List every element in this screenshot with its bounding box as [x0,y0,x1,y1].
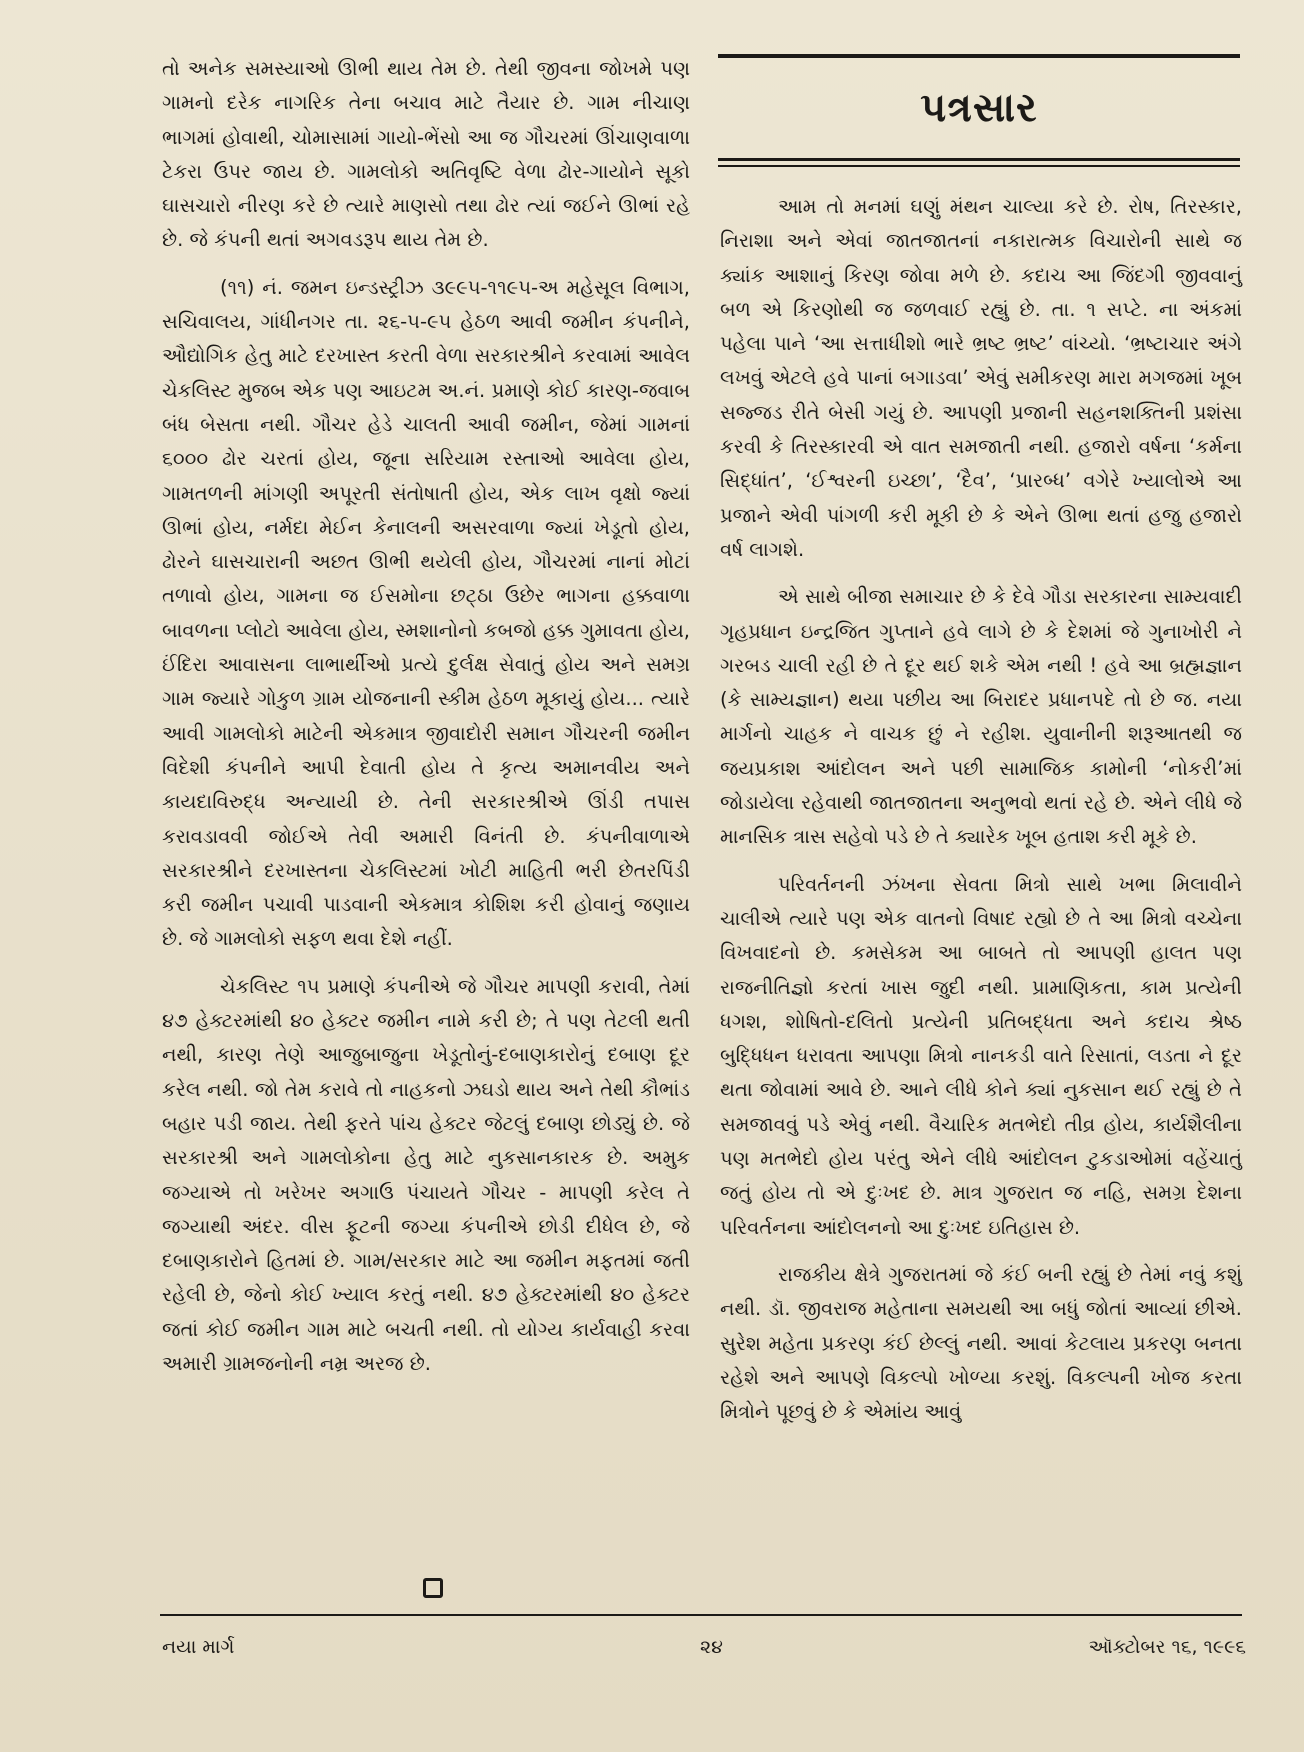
right-paragraph: એ સાથે બીજા સમાચાર છે કે દેવે ગૌડા સરકારના સામ્યવાદી ગૃહપ્રધાન ઇન્દ્રજિત ગુપ્તાને હવે લાગે છે કે દેશમાં જે ગુનાખોરી ને ગરબડ ચાલી રહી છે તે દૂર થઈ શકે એમ નથી ! હવે આ બ્રહ્મજ્ઞાન (કે સામ્યજ્ઞાન) થયા પછીય આ બિરાદર પ્રધાનપદે તો છે જ. નયા માર્ગનો ચાહક ને વાચક છું ને રહીશ. યુવાનીની શરૂઆતથી જ જયપ્રકાશ આંદોલન અને પછી સામાજિક કામોની ‘નોકરી’માં જોડાયેલા રહેવાથી જાતજાતના અનુભવો થતાં રહે છે. એને લીધે જે માનસિક ત્રાસ સહેવો પડે છે તે ક્યારેક ખૂબ હતાશ કરી મૂકે છે. [720,585,1242,849]
title-bottom-rule [718,158,1240,161]
left-paragraph: તો અનેક સમસ્યાઓ ઊભી થાય તેમ છે. તેથી જીવના જોખમે પણ ગામનો દરેક નાગરિક તેના બચાવ માટે તૈયાર છે. ગામ નીચાણ ભાગમાં હોવાથી, ચોમાસામાં ગાયો-ભેંસો આ જ ગૌચરમાં ઊંચાણવાળા ટેકરા ઉપર જાય છે. ગામલોકો અતિવૃષ્ટિ વેળા ઢોર-ગાયોને સૂકો ઘાસચારો નીરણ કરે છે ત્યારે માણસો તથા ઢોર ત્યાં જઈને ઊભાં રહે છે. જે કંપની થતાં અગવડરૂપ થાય તેમ છે. [162,57,690,252]
publication-name: નયા માર્ગ [162,1636,235,1658]
left-paragraph: ચેકલિસ્ટ ૧૫ પ્રમાણે કંપનીએ જે ગૌચર માપણી કરાવી, તેમાં ૪૭ હેક્ટરમાંથી ૪૦ હેક્ટર જમીન નામે કરી છે; તે પણ તેટલી થતી નથી, કારણ તેણે આજુબાજુના ખેડૂતોનું-દબાણકારોનું દબાણ દૂર કરેલ નથી. જો તેમ કરાવે તો નાહકનો ઝઘડો થાય અને તેથી કૌભાંડ બહાર પડી જાય. તેથી ફરતે પાંચ હેક્ટર જેટલું દબાણ છોડ્યું છે. જે સરકારશ્રી અને ગામલોકોના હેતુ માટે નુકસાનકારક છે. અમુક જગ્યાએ તો ખરેખર અગાઉ પંચાયતે ગૌચર - માપણી કરેલ તે જગ્યાથી અંદર. વીસ ફૂટની જગ્યા કંપનીએ છોડી દીધેલ છે, જે દબાણકારોને હિતમાં છે. ગામ/સરકાર માટે આ જમીન મફતમાં જતી રહેલી છે, જેનો કોઈ ખ્યાલ કરતું નથી. ૪૭ હેક્ટરમાંથી ૪૦ હેક્ટર જતાં કોઈ જમીન ગામ માટે બચતી નથી. તો યોગ્ય કાર્યવાહી કરવા અમારી ગ્રામજનોની નમ્ર અરજ છે. [162,974,690,1375]
right-paragraph: પરિવર્તનની ઝંખના સેવતા મિત્રો સાથે ખભા મિલાવીને ચાલીએ ત્યારે પણ એક વાતનો વિષાદ રહ્યો છે તે આ મિત્રો વચ્ચેના વિખવાદનો છે. કમસેકમ આ બાબતે તો આપણી હાલત પણ રાજનીતિજ્ઞો કરતાં ખાસ જુદી નથી. પ્રામાણિકતા, કામ પ્રત્યેની ધગશ, શોષિતો-દલિતો પ્રત્યેની પ્રતિબદ્ધતા અને કદાચ શ્રેષ્ઠ બુદ્ધિધન ધરાવતા આપણા મિત્રો નાનકડી વાતે રિસાતાં, લડતા ને દૂર થતા જોવામાં આવે છે. આને લીધે કોને ક્યાં નુકસાન થઈ રહ્યું છે તે સમજાવવું પડે એવું નથી. વૈચારિક મતભેદો તીવ્ર હોય, કાર્યશૈલીના પણ મતભેદો હોય પરંતુ એને લીધે આંદોલન ટુકડાઓમાં વહેંચાતું જતું હોય તો એ દુઃખદ છે. માત્ર ગુજરાત જ નહિ, સમગ્ર દેશના પરિવર્તનના આંદોલનનો આ દુઃખદ ઇતિહાસ છે. [720,872,1242,1239]
issue-date: ઑક્ટોબર ૧૬, ૧૯૯૬ [1088,1636,1246,1658]
title-bottom-rule-thin [718,165,1240,167]
right-column [720,190,1242,1429]
footer-rule [160,1614,1242,1616]
right-paragraph: આમ તો મનમાં ઘણું મંથન ચાલ્યા કરે છે. રોષ, તિરસ્કાર, નિરાશા અને એવાં જાતજાતનાં નકારાત્મક વિચારોની સાથે જ ક્યાંક આશાનું કિરણ જોવા મળે છે. કદાચ આ જિંદગી જીવવાનું બળ એ કિરણોથી જ જળવાઈ રહ્યું છે. તા. ૧ સપ્ટે. ના અંકમાં પહેલા પાને ‘આ સત્તાધીશો ભારે ભ્રષ્ટ ભ્રષ્ટ’ વાંચ્યો. ‘ભ્રષ્ટાચાર અંગે લખવું એટલે હવે પાનાં બગાડવા’ એવું સમીકરણ મારા મગજમાં ખૂબ સજ્જડ રીતે બેસી ગયું છે. આપણી પ્રજાની સહનશક્તિની પ્રશંસા કરવી કે તિરસ્કારવી એ વાત સમજાતી નથી. હજારો વર્ષના ‘કર્મના સિદ્ધાંત’, ‘ઈશ્વરની ઇચ્છા’, ‘દૈવ’, ‘પ્રારબ્ધ’ વગેરે ખ્યાલોએ આ પ્રજાને એવી પાંગળી કરી મૂકી છે કે એને ઊભા થતાં હજુ હજારો વર્ષ લાગશે. [720,195,1242,561]
article-end-square-icon [423,1578,443,1598]
section-title: પત્રસાર [920,85,1038,131]
left-column [162,52,690,1381]
right-paragraph: રાજકીય ક્ષેત્રે ગુજરાતમાં જે કંઈ બની રહ્યું છે તેમાં નવું કશું નથી. ડૉ. જીવરાજ મહેતાના સમયથી આ બધું જોતાં આવ્યાં છીએ. સુરેશ મહેતા પ્રકરણ કંઈ છેલ્લું નથી. આવાં કેટલાય પ્રકરણ બનતા રહેશે અને આપણે વિકલ્પો ખોળ્યા કરશું. વિકલ્પની ખોજ કરતા મિત્રોને પૂછવું છે કે એમાંય આવું [720,1262,1242,1424]
title-top-rule [718,54,1240,58]
page-number: ૨૪ [700,1636,723,1658]
left-paragraph: (૧૧) નં. જમન ઇન્ડસ્ટ્રીઝ ૩૯૯૫-૧૧૯૫-અ મહેસૂલ વિભાગ, સચિવાલય, ગાંધીનગર તા. ૨૬-૫-૯૫ હેઠળ આવી જમીન કંપનીને, ઔદ્યોગિક હેતુ માટે દરખાસ્ત કરતી વેળા સરકારશ્રીને કરવામાં આવેલ ચેકલિસ્ટ મુજબ એક પણ આઇટમ અ.નં. પ્રમાણે કોઈ કારણ-જવાબ બંધ બેસતા નથી. ગૌચર હેડે ચાલતી આવી જમીન, જેમાં ગામનાં ૬૦૦૦ ઢોર ચરતાં હોય, જૂના સરિયામ રસ્તાઓ આવેલા હોય, ગામતળની માંગણી અપૂરતી સંતોષાતી હોય, એક લાખ વૃક્ષો જ્યાં ઊભાં હોય, નર્મદા મેઈન કેનાલની અસરવાળા જ્યાં ખેડૂતો હોય, ઢોરને ઘાસચારાની અછત ઊભી થયેલી હોય, ગૌચરમાં નાનાં મોટાં તળાવો હોય, ગામના જ ઈસમોના છટ્ઠા ઉછેર ભાગના હક્કવાળા બાવળના પ્લોટો આવેલા હોય, સ્મશાનોનો કબજો હક્ક ગુમાવતા હોય, ઈંદિરા આવાસના લાભાર્થીઓ પ્રત્યે દુર્લક્ષ સેવાતું હોય અને સમગ્ર ગામ જ્યારે ગોકુળ ગ્રામ યોજનાની સ્કીમ હેઠળ મૂકાયું હોય... ત્યારે આવી ગામલોકો માટેની એકમાત્ર જીવાદોરી સમાન ગૌચરની જમીન વિદેશી કંપનીને આપી દેવાતી હોય તે કૃત્ય અમાનવીય અને કાયદાવિરુદ્ધ અન્યાયી છે. તેની સરકારશ્રીએ ઊંડી તપાસ કરાવડાવવી જોઈએ તેવી અમારી વિનંતી છે. કંપનીવાળાએ સરકારશ્રીને દરખાસ્તના ચેકલિસ્ટમાં ખોટી માહિતી ભરી છેતરપિંડી કરી જમીન પચાવી પાડવાની એકમાત્ર કોશિશ કરી હોવાનું જણાય છે. જે ગામલોકો સફળ થવા દેશે નહીં. [162,275,690,951]
